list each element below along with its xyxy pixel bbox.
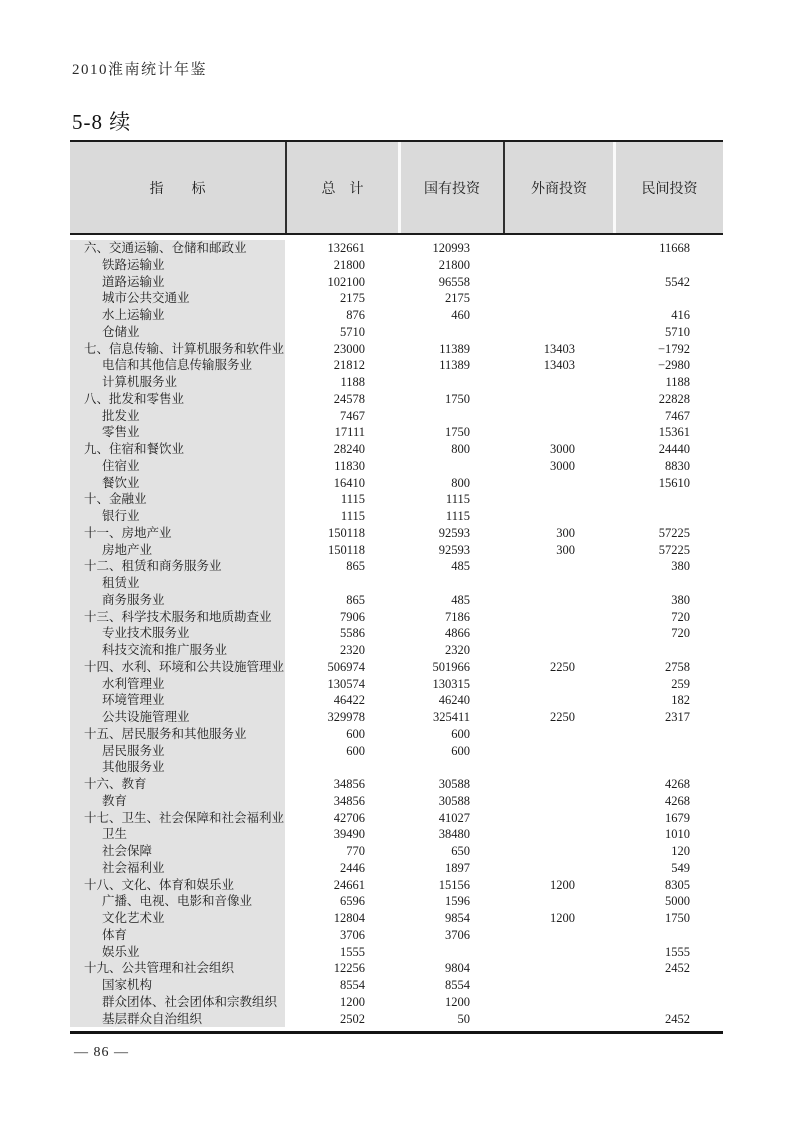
row-label: 批发业 (102, 408, 140, 423)
row-label: 文化艺术业 (102, 911, 165, 925)
row-value (503, 575, 613, 592)
row-value (503, 692, 613, 709)
row-value (398, 408, 503, 425)
table-row (70, 826, 723, 843)
row-value: 1115 (445, 492, 470, 507)
table-row (70, 709, 723, 726)
table-row (70, 491, 723, 508)
document-header: 2010淮南统计年鉴 (72, 62, 208, 78)
table-row (70, 810, 723, 827)
row-value (503, 475, 613, 492)
row-value: 7186 (445, 609, 470, 624)
row-label: 住宿业 (102, 458, 140, 473)
row-value (503, 743, 613, 760)
row-value (613, 491, 723, 508)
row-value (503, 625, 613, 642)
table-row (70, 944, 723, 961)
row-value: 329978 (327, 710, 365, 724)
column-header-state-owned-investment: 国有投资 (398, 142, 503, 233)
row-value (613, 994, 723, 1011)
table-row (70, 860, 723, 877)
table-row (70, 592, 723, 609)
row-label: 环境管理业 (102, 693, 165, 708)
row-label: 群众团体、社会团体和宗教组织 (102, 994, 278, 1009)
row-value (503, 776, 613, 793)
row-value: 6596 (340, 894, 365, 909)
row-value: 865 (346, 559, 365, 574)
row-value (285, 575, 398, 592)
row-value (503, 424, 613, 441)
row-value: 2502 (340, 1011, 365, 1026)
row-value: 800 (451, 442, 470, 456)
row-label: 科技交流和推广服务业 (102, 643, 228, 657)
row-value: 182 (671, 693, 690, 708)
table-row (70, 1011, 723, 1028)
row-value: 1555 (340, 944, 365, 959)
row-value: 9804 (445, 961, 470, 976)
row-label: 公共设施管理业 (102, 710, 190, 724)
row-value: 120 (671, 844, 690, 858)
table-row (70, 893, 723, 910)
row-value: 8305 (665, 877, 690, 892)
table-row (70, 692, 723, 709)
row-value: 57225 (658, 542, 690, 557)
row-value: 1200 (445, 994, 470, 1009)
row-value (503, 274, 613, 291)
row-label: 八、批发和零售业 (84, 391, 185, 406)
row-label: 十一、房地产业 (84, 525, 172, 540)
row-value: 506974 (327, 659, 365, 674)
table-row (70, 877, 723, 894)
row-value (503, 1011, 613, 1028)
row-value: 8554 (340, 978, 365, 992)
table-row (70, 441, 723, 458)
row-value: 21812 (333, 358, 365, 373)
row-label: 娱乐业 (102, 944, 140, 959)
row-label: 九、住宿和餐饮业 (84, 442, 185, 456)
table-row (70, 843, 723, 860)
row-value (503, 508, 613, 525)
table-row (70, 458, 723, 475)
row-value: 13403 (543, 358, 575, 373)
row-value: 8830 (665, 458, 690, 473)
table-row (70, 475, 723, 492)
table-row (70, 759, 723, 776)
table-row (70, 927, 723, 944)
row-value: 21800 (333, 257, 365, 272)
table-row (70, 726, 723, 743)
row-value (503, 793, 613, 810)
row-value (503, 726, 613, 743)
row-value: −1792 (657, 341, 690, 356)
table-row (70, 793, 723, 810)
row-value: 30588 (438, 777, 470, 791)
row-value: 4268 (665, 777, 690, 791)
row-label: 租赁业 (102, 576, 140, 590)
row-value (503, 408, 613, 425)
row-label: 卫生 (102, 827, 128, 842)
table-row (70, 424, 723, 441)
row-value: 600 (451, 726, 470, 741)
row-value (613, 575, 723, 592)
row-value: 485 (451, 592, 470, 607)
row-value (503, 558, 613, 575)
row-value (503, 391, 613, 408)
row-value: 2758 (665, 659, 690, 674)
row-value: 1750 (445, 391, 470, 406)
row-value (503, 994, 613, 1011)
table-header-row (70, 140, 723, 235)
row-value: 2317 (665, 710, 690, 724)
table-row (70, 391, 723, 408)
row-value (503, 826, 613, 843)
row-value: 150118 (327, 542, 365, 557)
row-value: 12256 (333, 961, 365, 976)
row-value (398, 324, 503, 341)
row-value: 720 (671, 626, 690, 641)
row-value (398, 374, 503, 391)
row-value: 5710 (340, 324, 365, 339)
row-value (503, 977, 613, 994)
row-value (613, 759, 723, 776)
row-label: 教育 (102, 793, 128, 808)
table-row (70, 977, 723, 994)
row-value: 92593 (438, 525, 470, 540)
row-value (613, 290, 723, 307)
row-value: 17111 (334, 425, 365, 440)
table-row (70, 324, 723, 341)
table-row (70, 960, 723, 977)
row-value: 21800 (438, 257, 470, 272)
row-label: 十、金融业 (84, 492, 147, 507)
row-value: 1750 (665, 911, 690, 925)
row-value: 3000 (550, 458, 575, 473)
row-value: 28240 (333, 442, 365, 456)
table-row (70, 575, 723, 592)
row-value (398, 575, 503, 592)
row-value: 7906 (340, 609, 365, 624)
row-value: 2250 (550, 659, 575, 674)
table-rows (70, 240, 723, 1027)
row-label: 十九、公共管理和社会组织 (84, 961, 235, 976)
row-value: 2452 (665, 961, 690, 976)
row-value (503, 944, 613, 961)
row-value: 1897 (445, 860, 470, 875)
row-value: 16410 (333, 475, 365, 490)
row-value (398, 458, 503, 475)
row-value: 8554 (445, 978, 470, 992)
row-value: 3706 (340, 927, 365, 942)
table-row (70, 659, 723, 676)
row-label: 基层群众自治组织 (102, 1011, 203, 1026)
row-value (503, 240, 613, 257)
row-value: 5000 (665, 894, 690, 909)
table-number-label: 5-8 续 (72, 110, 132, 134)
row-value: 24578 (333, 391, 365, 406)
row-label: 电信和其他信息传输服务业 (102, 358, 253, 373)
row-value: 30588 (438, 793, 470, 808)
row-label: 国家机构 (102, 978, 153, 992)
row-value: 1115 (340, 492, 365, 507)
table-row (70, 357, 723, 374)
row-value: 38480 (438, 827, 470, 842)
row-value: 4268 (665, 793, 690, 808)
table-row (70, 910, 723, 927)
row-value: 39490 (333, 827, 365, 842)
row-label: 专业技术服务业 (102, 626, 190, 641)
row-value (503, 893, 613, 910)
column-header-total: 总 计 (285, 142, 398, 233)
table-row (70, 508, 723, 525)
row-value: 34856 (333, 777, 365, 791)
row-value: 5586 (340, 626, 365, 641)
column-header-indicator: 指 标 (70, 142, 285, 233)
row-value: 1188 (665, 375, 690, 389)
row-value: 1679 (665, 810, 690, 825)
row-value: 720 (671, 609, 690, 624)
row-value: 13403 (543, 341, 575, 356)
table-row (70, 558, 723, 575)
row-value: 102100 (327, 274, 365, 289)
row-value: 1200 (550, 877, 575, 892)
row-value: 24440 (658, 442, 690, 456)
row-value: 120993 (432, 241, 470, 255)
row-value: 11389 (439, 358, 470, 373)
row-value: 5542 (665, 274, 690, 289)
row-value: 11389 (439, 341, 470, 356)
row-label: 银行业 (102, 509, 140, 523)
row-value (503, 491, 613, 508)
row-value: 1750 (445, 425, 470, 440)
row-value (503, 927, 613, 944)
row-value: 770 (346, 844, 365, 858)
page-number: — 86 — (74, 1045, 129, 1060)
row-value (503, 860, 613, 877)
row-label: 十八、文化、体育和娱乐业 (84, 877, 235, 892)
row-label: 水利管理业 (102, 676, 165, 691)
row-value (503, 960, 613, 977)
row-value (613, 726, 723, 743)
row-value: 600 (346, 743, 365, 758)
row-label: 房地产业 (102, 542, 153, 557)
row-label: 十六、教育 (84, 777, 147, 791)
row-value (398, 759, 503, 776)
row-value: 1010 (665, 827, 690, 842)
row-value: 485 (451, 559, 470, 574)
row-value: 380 (671, 559, 690, 574)
row-value (613, 257, 723, 274)
table-row (70, 274, 723, 291)
row-value: 1200 (550, 911, 575, 925)
table-row (70, 676, 723, 693)
row-value: 22828 (658, 391, 690, 406)
row-value (613, 743, 723, 760)
row-value: 2320 (445, 643, 470, 657)
row-value: 3706 (445, 927, 470, 942)
row-value: 42706 (333, 810, 365, 825)
row-value: 1200 (340, 994, 365, 1009)
row-label: 十七、卫生、社会保障和社会福利业 (84, 810, 285, 825)
row-value: 300 (556, 525, 575, 540)
table-row (70, 290, 723, 307)
table-row (70, 341, 723, 358)
row-value (613, 642, 723, 659)
table-row (70, 374, 723, 391)
row-value: 416 (671, 308, 690, 322)
row-value: 325411 (432, 710, 470, 724)
table-row (70, 408, 723, 425)
row-label: 七、信息传输、计算机服务和软件业 (84, 341, 285, 356)
row-value: 24661 (333, 877, 365, 892)
table-row (70, 642, 723, 659)
table-row (70, 257, 723, 274)
row-value: 4866 (445, 626, 470, 641)
row-value: 1596 (445, 894, 470, 909)
row-label: 仓储业 (102, 324, 140, 339)
row-label: 十二、租赁和商务服务业 (84, 559, 222, 574)
row-label: 铁路运输业 (102, 257, 165, 272)
row-value: 2250 (550, 710, 575, 724)
row-value: 130574 (327, 676, 365, 691)
table-row (70, 240, 723, 257)
row-label: 广播、电视、电影和音像业 (102, 894, 253, 909)
row-value: −2980 (657, 358, 690, 373)
row-value: 12804 (333, 911, 365, 925)
row-value: 876 (346, 308, 365, 322)
row-value: 380 (671, 592, 690, 607)
table-row (70, 625, 723, 642)
row-value (613, 977, 723, 994)
row-value: 57225 (658, 525, 690, 540)
row-value: 150118 (327, 525, 365, 540)
row-value: 50 (457, 1011, 470, 1026)
row-label: 十五、居民服务和其他服务业 (84, 726, 247, 741)
row-value: 130315 (432, 676, 470, 691)
row-value: 2452 (665, 1011, 690, 1026)
row-value: 600 (451, 743, 470, 758)
row-value: 460 (451, 308, 470, 322)
row-value: 300 (556, 542, 575, 557)
row-value: 1188 (340, 375, 365, 389)
row-value: 96558 (438, 274, 470, 289)
row-value: 46422 (333, 693, 365, 708)
row-value (503, 290, 613, 307)
row-value: 5710 (665, 324, 690, 339)
row-value (398, 944, 503, 961)
row-label: 社会保障 (102, 844, 153, 858)
row-value: 501966 (432, 659, 470, 674)
row-label: 道路运输业 (102, 274, 165, 289)
row-value: 11668 (659, 241, 690, 255)
row-value: 259 (671, 676, 690, 691)
table-row (70, 525, 723, 542)
table-row (70, 542, 723, 559)
table-row (70, 307, 723, 324)
row-label: 社会福利业 (102, 860, 165, 875)
row-value: 92593 (438, 542, 470, 557)
table-row (70, 776, 723, 793)
row-value: 800 (451, 475, 470, 490)
row-value (503, 609, 613, 626)
row-value: 41027 (438, 810, 470, 825)
row-value: 23000 (333, 341, 365, 356)
row-value (503, 810, 613, 827)
row-label: 零售业 (102, 425, 140, 440)
row-value: 7467 (340, 408, 365, 423)
row-label: 十三、科学技术服务和地质勘查业 (84, 609, 272, 624)
row-value: 7467 (665, 408, 690, 423)
row-value: 2175 (340, 291, 365, 306)
row-label: 水上运输业 (102, 308, 165, 322)
row-label: 餐饮业 (102, 475, 140, 490)
row-value: 3000 (550, 442, 575, 456)
row-value: 15361 (658, 425, 690, 440)
row-value: 549 (671, 860, 690, 875)
row-value (503, 843, 613, 860)
row-label: 六、交通运输、仓储和邮政业 (84, 241, 247, 255)
row-value (503, 324, 613, 341)
row-label: 计算机服务业 (102, 375, 178, 389)
row-value (503, 307, 613, 324)
row-value: 15156 (438, 877, 470, 892)
row-value (503, 374, 613, 391)
column-header-foreign-investment: 外商投资 (503, 142, 613, 233)
investment-statistics-table (70, 140, 723, 1034)
row-label: 十四、水利、环境和公共设施管理业 (84, 659, 285, 674)
table-body (70, 235, 723, 1034)
table-row (70, 609, 723, 626)
row-value: 2446 (340, 860, 365, 875)
column-header-private-investment: 民间投资 (613, 142, 723, 233)
row-value: 1555 (665, 944, 690, 959)
row-value (503, 642, 613, 659)
row-value (503, 257, 613, 274)
row-value: 46240 (438, 693, 470, 708)
row-value: 600 (346, 726, 365, 741)
row-label: 其他服务业 (102, 760, 165, 775)
row-value: 650 (451, 844, 470, 858)
row-value: 11830 (334, 458, 365, 473)
row-label: 城市公共交通业 (102, 291, 190, 306)
row-value: 34856 (333, 793, 365, 808)
row-value: 1115 (445, 509, 470, 523)
row-value: 1115 (340, 509, 365, 523)
row-value: 865 (346, 592, 365, 607)
table-row (70, 994, 723, 1011)
row-value: 15610 (658, 475, 690, 490)
row-value: 9854 (445, 911, 470, 925)
row-value (285, 759, 398, 776)
row-value (613, 508, 723, 525)
row-label: 体育 (102, 927, 128, 942)
row-value (503, 592, 613, 609)
table-row (70, 743, 723, 760)
row-value (503, 676, 613, 693)
row-value (613, 927, 723, 944)
row-value: 132661 (327, 241, 365, 255)
row-value: 2175 (445, 291, 470, 306)
row-value: 2320 (340, 643, 365, 657)
row-value (503, 759, 613, 776)
row-label: 居民服务业 (102, 743, 165, 758)
row-label: 商务服务业 (102, 592, 165, 607)
